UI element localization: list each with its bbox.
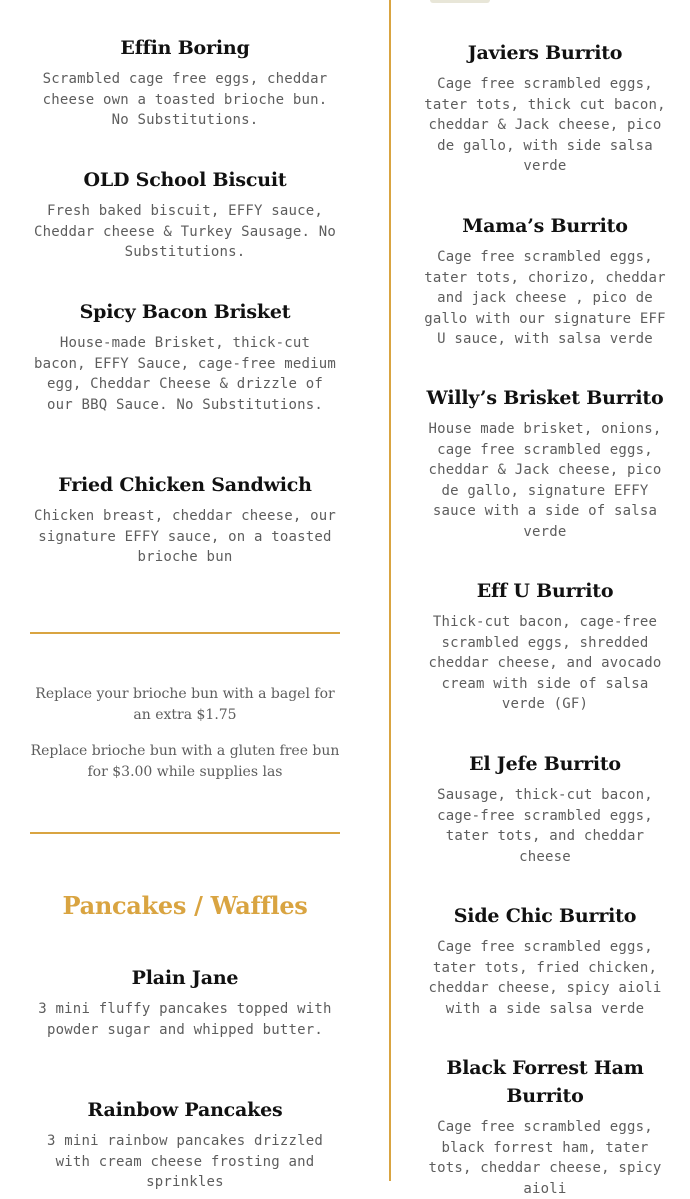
menu-item bbox=[30, 471, 340, 568]
item-description: House-made Brisket, thick-cut bacon, EFFY Sauce, cage-free medium egg, Cheddar Cheese & drizzle of our BBQ Sauce. No Substitutions. bbox=[33, 335, 336, 413]
section-title: Pancakes / Waffles bbox=[62, 891, 308, 920]
item-description: Scrambled cage free eggs, cheddar cheese own a toasted brioche bun. No Substitutions. bbox=[42, 71, 328, 128]
item-title: Rainbow Pancakes bbox=[87, 1099, 283, 1121]
item-title: Spicy Bacon Brisket bbox=[79, 301, 291, 323]
menu-item bbox=[420, 212, 670, 350]
menu-item bbox=[420, 577, 670, 715]
item-description: House made brisket, onions, cage free scrambled eggs, cheddar & Jack cheese, pico de gallo, signature EFFY sauce with a side of salsa verde bbox=[428, 421, 662, 540]
item-description: Cage free scrambled eggs, tater tots, chorizo, cheddar and jack cheese , pico de gallo with our signature EFF U sauce, with salsa verde bbox=[424, 249, 666, 347]
item-title: Effin Boring bbox=[120, 37, 250, 59]
item-description: Thick-cut bacon, cage-free scrambled eggs, shredded cheddar cheese, and avocado cream with side of salsa verde (GF) bbox=[428, 614, 662, 712]
note-gluten-free: Replace brioche bun with a gluten free bun for $3.00 while supplies las bbox=[30, 743, 340, 780]
section-divider bbox=[30, 632, 340, 634]
menu-item bbox=[420, 39, 670, 177]
item-description: Sausage, thick-cut bacon, cage-free scrambled eggs, tater tots, and cheddar cheese bbox=[437, 787, 653, 865]
item-title: Side Chic Burrito bbox=[453, 905, 637, 927]
item-title: Eff U Burrito bbox=[476, 580, 614, 602]
menu-item bbox=[420, 750, 670, 867]
item-title: Fried Chicken Sandwich bbox=[58, 474, 312, 496]
item-description: 3 mini fluffy pancakes topped with powder sugar and whipped butter. bbox=[38, 1001, 332, 1038]
item-title: OLD School Biscuit bbox=[83, 169, 287, 191]
item-title: Javiers Burrito bbox=[467, 42, 623, 64]
menu-item bbox=[30, 34, 340, 131]
item-title: Plain Jane bbox=[131, 967, 239, 989]
note-bagel: Replace your brioche bun with a bagel for an extra $1.75 bbox=[35, 686, 335, 723]
item-description: 3 mini rainbow pancakes drizzled with cream cheese frosting and sprinkles bbox=[46, 1133, 324, 1190]
menu-item bbox=[420, 902, 670, 1019]
item-description: Cage free scrambled eggs, black forrest ham, tater tots, cheddar cheese, spicy aioli bbox=[428, 1119, 662, 1197]
item-description: Cage free scrambled eggs, tater tots, fried chicken, cheddar cheese, spicy aioli with a side salsa verde bbox=[428, 939, 662, 1017]
menu-item bbox=[420, 1054, 670, 1199]
item-description: Fresh baked biscuit, EFFY sauce, Cheddar cheese & Turkey Sausage. No Substitutions. bbox=[33, 203, 336, 260]
item-title: Black Forrest Ham Burrito bbox=[446, 1057, 644, 1107]
item-description: Cage free scrambled eggs, tater tots, thick cut bacon, cheddar & Jack cheese, pico de gallo, with side salsa verde bbox=[424, 76, 666, 174]
menu-item bbox=[30, 1096, 340, 1193]
menu-item bbox=[420, 384, 670, 542]
menu-item bbox=[30, 298, 340, 415]
section-divider bbox=[30, 832, 340, 834]
menu-item bbox=[30, 166, 340, 263]
top-decoration bbox=[430, 0, 490, 3]
item-description: Chicken breast, cheddar cheese, our signature EFFY sauce, on a toasted brioche bun bbox=[33, 508, 336, 565]
item-title: Willy’s Brisket Burrito bbox=[426, 387, 664, 409]
menu-item bbox=[30, 964, 340, 1040]
column-divider bbox=[389, 0, 391, 1181]
item-title: Mama’s Burrito bbox=[462, 215, 628, 237]
item-title: El Jefe Burrito bbox=[469, 753, 621, 775]
